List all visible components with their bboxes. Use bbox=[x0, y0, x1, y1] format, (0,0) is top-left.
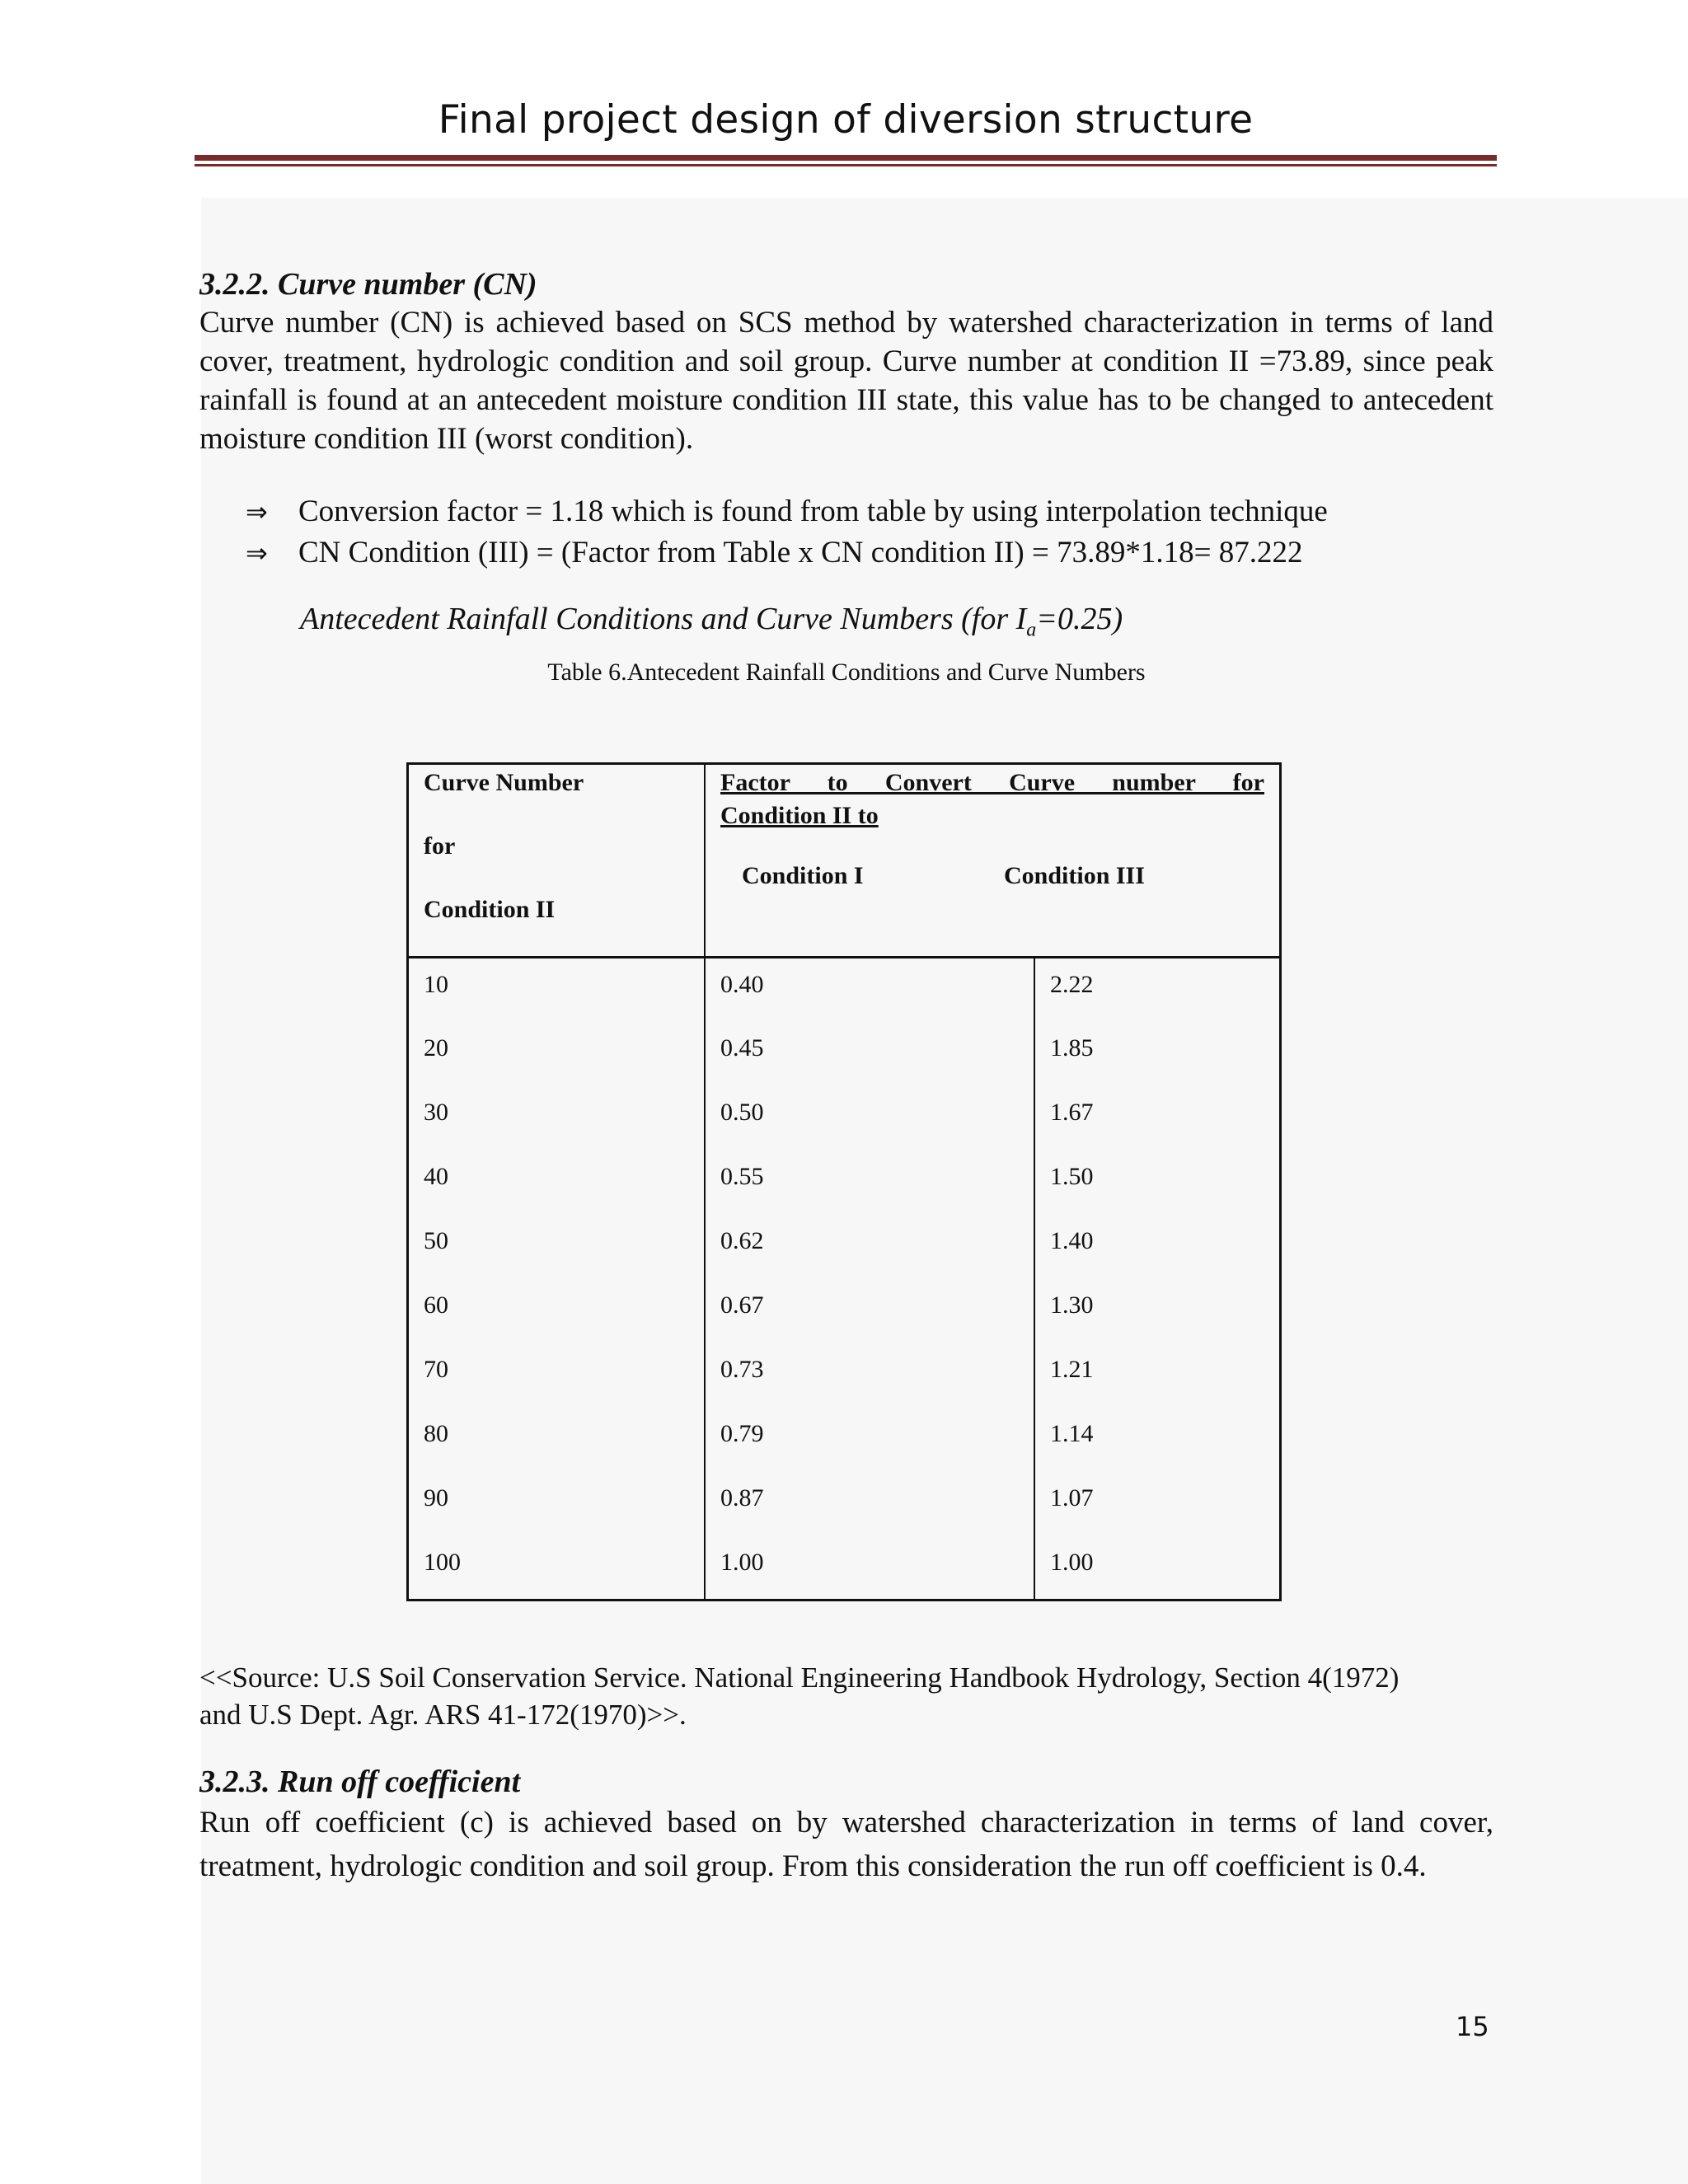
curve-number-paragraph: Curve number (CN) is achieved based on SCS method by watershed characterization in terms of land cover, treatment, hydrologic condition and soil group. Curve number at condition II =73.89, since peak rainfall is found at an antecedent moisture condition III state, this value has to be changed to antecedent moisture condition III (worst condition). bbox=[199, 306, 1493, 456]
table-subtitle-end: =0.25) bbox=[1036, 602, 1123, 636]
table-row bbox=[408, 1086, 1281, 1151]
cell-curve-number: 90 bbox=[408, 1472, 706, 1536]
header-cn-line2: for bbox=[424, 832, 456, 860]
conversion-table bbox=[406, 762, 1282, 1601]
table-row bbox=[408, 1343, 1281, 1408]
cell-condition-iii: 1.30 bbox=[1034, 1279, 1281, 1343]
source-line1: <<Source: U.S Soil Conservation Service. National Engineering Handbook Hydrology, Section 4(1972) bbox=[199, 1661, 1400, 1694]
table-row bbox=[408, 1151, 1281, 1215]
implies-arrow-icon: ⇒ bbox=[246, 496, 268, 527]
table-subtitle-main: Antecedent Rainfall Conditions and Curve Numbers (for I bbox=[300, 602, 1027, 636]
table-row bbox=[408, 1408, 1281, 1472]
cell-condition-i: 0.40 bbox=[705, 958, 1034, 1022]
cell-condition-i: 0.79 bbox=[705, 1408, 1034, 1472]
list-item bbox=[246, 491, 1493, 532]
source-citation bbox=[199, 1659, 1493, 1733]
table-row bbox=[408, 958, 1281, 1022]
bullet-text: Conversion factor = 1.18 which is found from table by using interpolation technique bbox=[298, 494, 1328, 528]
list-item bbox=[246, 532, 1493, 574]
table-subtitle-subscript: a bbox=[1026, 619, 1037, 641]
cell-curve-number: 30 bbox=[408, 1086, 706, 1151]
cell-condition-i: 0.73 bbox=[705, 1343, 1034, 1408]
implies-arrow-icon: ⇒ bbox=[246, 537, 268, 569]
table-subtitle bbox=[300, 598, 1493, 651]
table-row bbox=[408, 1022, 1281, 1086]
table-caption: Table 6.Antecedent Rainfall Conditions and Curve Numbers bbox=[547, 658, 1146, 686]
header-factor bbox=[705, 764, 1281, 958]
header-condition-i: Condition I bbox=[742, 862, 864, 889]
cell-condition-iii: 1.00 bbox=[1034, 1536, 1281, 1601]
cell-condition-i: 0.67 bbox=[705, 1279, 1034, 1343]
header-cn-line1: Curve Number bbox=[424, 769, 584, 796]
main-content bbox=[199, 265, 1493, 689]
runoff-paragraph: Run off coefficient (c) is achieved based on by watershed characterization in terms of land cover, treatment, hydrologic condition and soil group. From this consideration the run off coefficient is 0.4. bbox=[199, 1806, 1493, 1883]
cell-curve-number: 50 bbox=[408, 1215, 706, 1279]
cell-condition-iii: 2.22 bbox=[1034, 958, 1281, 1022]
cell-curve-number: 100 bbox=[408, 1536, 706, 1601]
table-body bbox=[408, 958, 1281, 1601]
header-rule bbox=[195, 155, 1497, 161]
header-cn-line3: Condition II bbox=[424, 896, 556, 923]
cell-condition-i: 0.62 bbox=[705, 1215, 1034, 1279]
cell-curve-number: 40 bbox=[408, 1151, 706, 1215]
running-header: Final project design of diversion structure bbox=[438, 97, 1254, 143]
header-curve-number bbox=[408, 764, 706, 958]
cell-condition-iii: 1.40 bbox=[1034, 1215, 1281, 1279]
condition-labels bbox=[706, 862, 1279, 890]
runoff-section bbox=[199, 1763, 1493, 1888]
bullet-list bbox=[246, 491, 1493, 574]
cell-condition-iii: 1.50 bbox=[1034, 1151, 1281, 1215]
cell-condition-i: 0.55 bbox=[705, 1151, 1034, 1215]
cell-condition-iii: 1.21 bbox=[1034, 1343, 1281, 1408]
cell-curve-number: 60 bbox=[408, 1279, 706, 1343]
header-condition-iii: Condition III bbox=[1004, 862, 1145, 889]
cell-curve-number: 70 bbox=[408, 1343, 706, 1408]
section-heading-curve-number: 3.2.2. Curve number (CN) bbox=[199, 267, 537, 302]
cell-condition-i: 1.00 bbox=[705, 1536, 1034, 1601]
table-header-row bbox=[408, 764, 1281, 958]
page-number: 15 bbox=[1456, 2011, 1489, 2042]
cell-curve-number: 80 bbox=[408, 1408, 706, 1472]
cell-condition-iii: 1.85 bbox=[1034, 1022, 1281, 1086]
source-line2: and U.S Dept. Agr. ARS 41-172(1970)>>. bbox=[199, 1699, 687, 1731]
table-row bbox=[408, 1536, 1281, 1601]
cell-condition-i: 0.87 bbox=[705, 1472, 1034, 1536]
cell-condition-iii: 1.14 bbox=[1034, 1408, 1281, 1472]
cell-curve-number: 10 bbox=[408, 958, 706, 1022]
cell-condition-i: 0.45 bbox=[705, 1022, 1034, 1086]
cell-condition-i: 0.50 bbox=[705, 1086, 1034, 1151]
cell-condition-iii: 1.67 bbox=[1034, 1086, 1281, 1151]
table-row bbox=[408, 1215, 1281, 1279]
header-rule-thin bbox=[195, 164, 1497, 166]
table-row bbox=[408, 1472, 1281, 1536]
cell-curve-number: 20 bbox=[408, 1022, 706, 1086]
header-factor-line2: Condition II to bbox=[720, 802, 879, 829]
section-heading-runoff: 3.2.3. Run off coefficient bbox=[199, 1765, 521, 1799]
header-factor-line1: Factor to Convert Curve number for bbox=[720, 769, 1264, 796]
table-row bbox=[408, 1279, 1281, 1343]
cell-condition-iii: 1.07 bbox=[1034, 1472, 1281, 1536]
bullet-text: CN Condition (III) = (Factor from Table x CN condition II) = 73.89*1.18= 87.222 bbox=[298, 536, 1303, 569]
